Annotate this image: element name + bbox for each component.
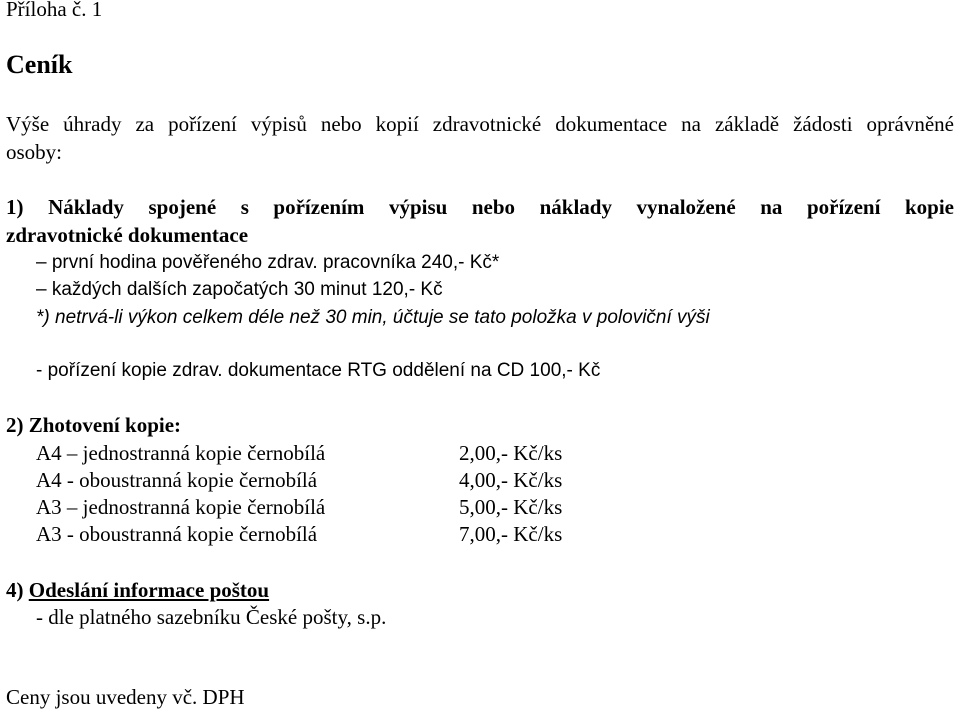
price-row-value: 2,00,- Kč/ks <box>459 441 563 465</box>
price-row-label: A3 - oboustranná kopie černobílá <box>36 522 318 546</box>
section-1-item-additional: – každých dalších započatých 30 minut 120,- Kč <box>36 279 443 300</box>
section-1-item-first-hour: – první hodina pověřeného zdrav. pracovníka 240,- Kč* <box>36 252 500 273</box>
price-row-value: 4,00,- Kč/ks <box>459 468 563 492</box>
price-row-value: 5,00,- Kč/ks <box>459 495 563 519</box>
price-row-label: A4 – jednostranná kopie černobílá <box>36 441 326 465</box>
page-title: Ceník <box>6 50 73 79</box>
section-2-heading-text: Zhotovení kopie: <box>28 413 182 437</box>
annex-label: Příloha č. 1 <box>6 0 103 21</box>
price-row-label: A3 – jednostranná kopie černobílá <box>36 495 326 519</box>
section-1-heading-text: Náklady spojené s pořízením výpisu nebo náklady vynaložené na pořízení kopie <box>48 195 955 219</box>
price-row-label: A4 - oboustranná kopie černobílá <box>36 468 318 492</box>
section-4-heading-text: Odeslání informace poštou <box>28 578 270 602</box>
section-4-item: - dle platného sazebníku České pošty, s.p. <box>36 605 387 629</box>
section-4-heading <box>6 577 269 603</box>
intro-line-1: Výše úhrady za pořízení výpisů nebo kopií zdravotnické dokumentace na základě žádosti oprávněné <box>6 112 954 136</box>
section-1-number: 1) <box>6 195 24 219</box>
section-2-heading <box>6 412 181 438</box>
section-1-footnote: *) netrvá-li výkon celkem déle než 30 min, účtuje se tato položka v poloviční výši <box>36 307 710 328</box>
vat-note: Ceny jsou uvedeny vč. DPH <box>6 685 245 709</box>
section-1-heading <box>6 194 954 220</box>
section-1-cd-item: - pořízení kopie zdrav. dokumentace RTG oddělení na CD 100,- Kč <box>36 360 601 381</box>
section-1-heading-line-2: zdravotnické dokumentace <box>6 223 249 247</box>
section-2-number: 2) <box>6 413 24 437</box>
section-4-number: 4) <box>6 578 24 602</box>
intro-line-2: osoby: <box>6 140 63 164</box>
price-row-value: 7,00,- Kč/ks <box>459 522 563 546</box>
